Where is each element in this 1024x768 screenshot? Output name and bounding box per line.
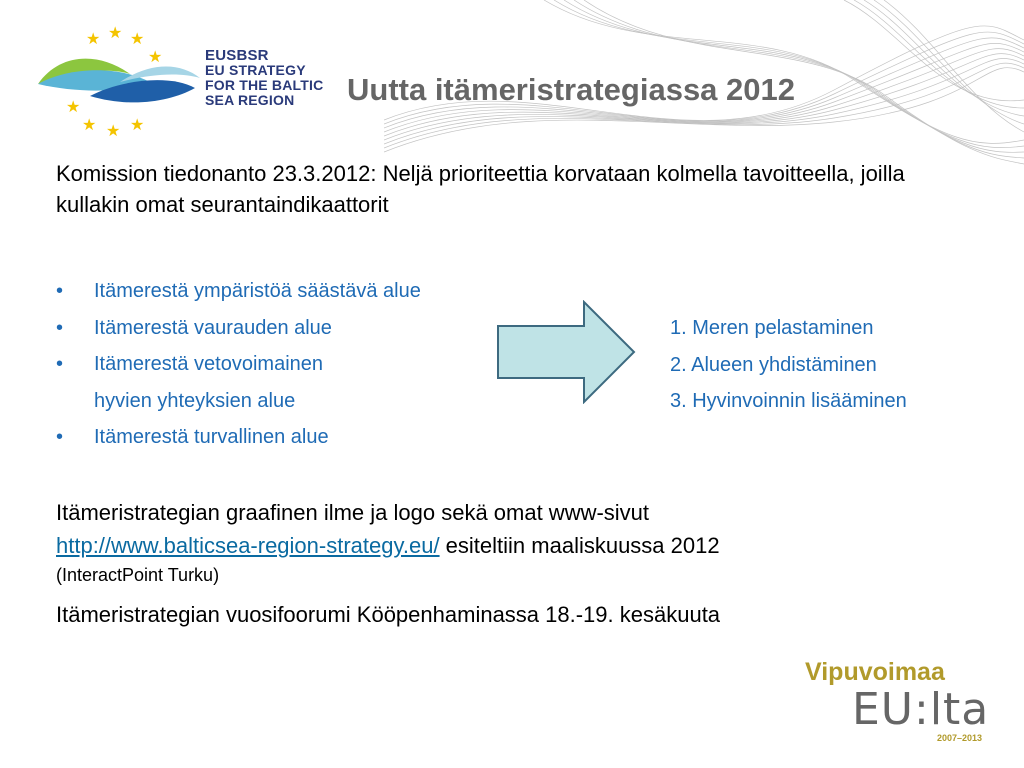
list-item [56,346,421,383]
bullet-icon: • [56,353,64,375]
list-item-label: Itämerestä turvallinen alue [94,426,329,448]
svg-text:★: ★ [130,29,145,48]
website-text: Itämeristrategian graafinen ilme ja logo sekä omat www-sivut [56,500,650,525]
logo-line-4: SEA REGION [205,92,295,108]
goal-item: 3. Hyvinvoinnin lisääminen [670,390,907,412]
right-arrow-icon [496,300,636,404]
list-item [56,419,421,456]
website-link[interactable]: http://www.balticsea-region-strategy.eu/ [56,533,440,558]
svg-text:★: ★ [106,121,121,140]
list-item-continuation [56,383,421,420]
priority-list [56,273,421,456]
forum-paragraph: Itämeristrategian vuosifoorumi Kööpenhaminassa 18.-19. kesäkuuta [56,602,721,627]
vip-logo-line-1: Vipuvoimaa [805,658,945,686]
eusbsr-logo-icon [30,22,210,142]
logo-line-2: EU STRATEGY [205,62,306,78]
logo-line-3: FOR THE BALTIC [205,77,324,93]
svg-text:★: ★ [86,29,101,48]
bullet-icon: • [56,316,64,339]
list-item [56,310,421,347]
list-item-label: Itämerestä vetovoimainen [94,353,324,375]
svg-text:★: ★ [82,115,97,134]
vipuvoimaa-logo [805,658,1005,748]
list-item-label: Itämerestä ympäristöä säästävä alue [94,280,421,302]
bullet-icon: • [56,280,64,302]
svg-text:★: ★ [148,47,163,66]
list-item [56,273,421,310]
svg-text:★: ★ [66,97,81,116]
website-after-link: esiteltiin maaliskuussa 2012 [439,533,720,558]
bullet-icon: • [56,426,64,448]
logo-line-1: EUSBSR [205,47,269,64]
vip-logo-line-2: EU:lta [852,684,990,735]
list-item-label: Itämerestä vaurauden alue [94,316,332,339]
slide-title: Uutta itämeristrategiassa 2012 [347,72,796,107]
goal-item: 1. Meren pelastaminen [670,317,874,339]
eusbsr-logo-text [205,48,323,108]
goal-item: 2. Alueen yhdistäminen [670,353,877,376]
list-item-label: hyvien yhteyksien alue [94,389,296,412]
svg-text:★: ★ [130,115,145,134]
website-note: (InteractPoint Turku) [56,565,220,585]
goals-list [670,310,907,420]
svg-text:★: ★ [108,23,123,42]
intro-text: Komission tiedonanto 23.3.2012: Neljä prioriteettia korvataan kolmella tavoitteella, joilla kullakin omat seurantaindikaattorit [56,161,905,217]
vip-logo-years: 2007–2013 [937,733,983,743]
website-paragraph [56,496,956,588]
